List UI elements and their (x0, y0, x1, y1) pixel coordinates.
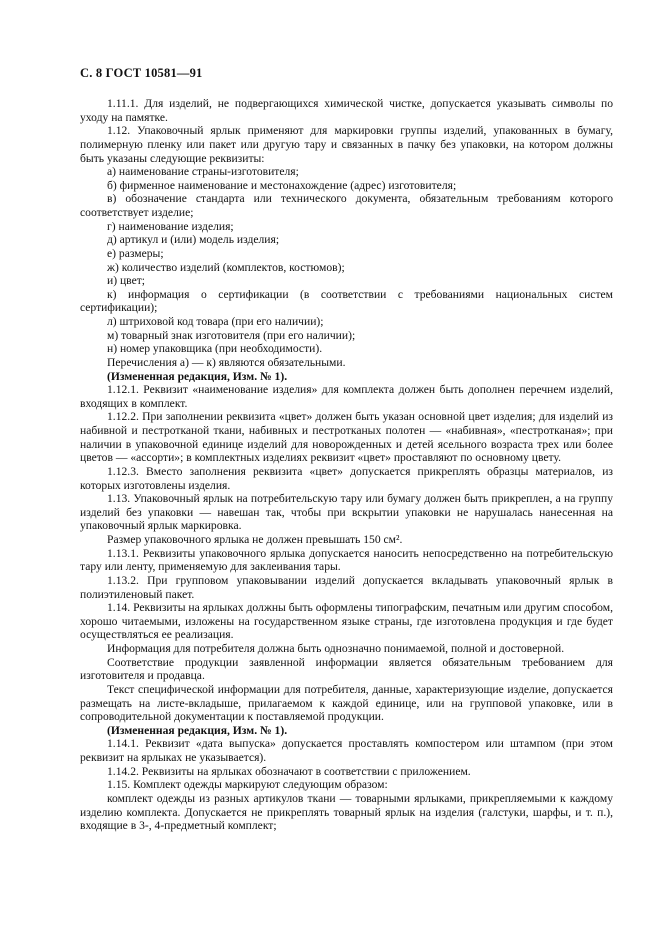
amendment-note: (Измененная редакция, Изм. № 1). (107, 369, 288, 383)
clothing-set-note: комплект одежды из разных артикулов ткани — товарными ярлыками, прикрепляемыми к каждому изделию комплекта. Допускается не прикреплять товарный ярлык на изделия (галстуки, шарфы, и т. п.), входящие в 3-, 4-предметный комплект; (80, 791, 613, 833)
list-item-e: е) размеры; (107, 246, 164, 260)
document-body (80, 97, 613, 833)
conformity-note: Соответствие продукции заявленной информации является обязательным требованием для изготовителя и продавца. (80, 655, 613, 683)
clause-1-12-3: 1.12.3. Вместо заполнения реквизита «цвет» допускается прикреплять образцы материалов, из которых изготовлены изделия. (80, 464, 613, 492)
clause-1-11-1: 1.11.1. Для изделий, не подвергающихся химической чистке, допускается указывать символы по уходу на памятке. (80, 97, 613, 124)
consumer-info-note: Информация для потребителя должна быть однозначно понимаемой, полной и достоверной. (107, 642, 565, 655)
page-header: С. 8 ГОСТ 10581—91 (80, 66, 203, 80)
clause-1-13-1: 1.13.1. Реквизиты упаковочного ярлыка допускается наносить непосредственно на потребительскую тару или ленту, применяемую для заклеивания тары. (80, 546, 613, 574)
clause-1-12-1: 1.12.1. Реквизит «наименование изделия» для комплекта должен быть дополнен перечнем изделий, входящих в комплект. (80, 383, 613, 410)
list-item-g: г) наименование изделия; (107, 219, 234, 233)
list-item-v: в) обозначение стандарта или технического документа, обязательным требованиям которого соответствует изделие; (80, 192, 613, 219)
list-item-k: к) информация о сертификации (в соответствии с требованиями национальных систем сертификации); (80, 287, 613, 315)
clause-1-13-2: 1.13.2. При групповом упаковывании изделий допускается вкладывать упаковочный ярлык в полиэтиленовый пакет. (80, 573, 613, 601)
clause-1-15: 1.15. Комплект одежды маркируют следующим образом: (107, 778, 388, 792)
label-size-note: Размер упаковочного ярлыка не должен превышать 150 см². (107, 533, 403, 546)
list-item-m: м) товарный знак изготовителя (при его наличии); (107, 328, 356, 342)
list-item-zh: ж) количество изделий (комплектов, костюмов); (107, 260, 345, 274)
amendment-note: (Измененная редакция, Изм. № 1). (107, 723, 288, 737)
list-item-b: б) фирменное наименование и местонахождение (адрес) изготовителя; (107, 178, 457, 192)
list-note: Перечисления а) — к) являются обязательными. (107, 355, 346, 369)
clause-1-13: 1.13. Упаковочный ярлык на потребительскую тару или бумагу должен быть прикреплен, а на группу изделий без упаковки — навешан так, чтобы при вскрытии упаковки не нарушалась нанесенная на упаковочный ярлык маркировка. (80, 492, 613, 533)
clause-1-14-2: 1.14.2. Реквизиты на ярлыках обозначают в соответствии с приложением. (107, 764, 471, 778)
list-item-d: д) артикул и (или) модель изделия; (107, 233, 280, 247)
list-item-l: л) штриховой код товара (при его наличии); (107, 315, 324, 328)
clause-1-14-1: 1.14.1. Реквизит «дата выпуска» допускается проставлять компостером или штампом (при этом реквизит на ярлыках не указывается). (80, 737, 613, 764)
clause-1-12-2: 1.12.2. При заполнении реквизита «цвет» должен быть указан основной цвет изделия; для изделий из набивной и пестротканой ткани, набивных и пестротканых полотен — «набивная», «пестротканая»; при наличии в упаковочной единице изделий для новорожденных и детей ясельного возраста трех или более цветов — «ассорти»; в комплектных изделиях реквизит «цвет» проставляют по основному цвету. (80, 410, 613, 465)
clause-1-12: 1.12. Упаковочный ярлык применяют для маркировки группы изделий, упакованных в бумагу, полимерную пленку или пакет или другую тару и связанных в пачку без упаковки, на котором должны быть указаны следующие реквизиты: (80, 124, 613, 165)
list-item-a: а) наименование страны-изготовителя; (107, 165, 299, 179)
clause-1-14: 1.14. Реквизиты на ярлыках должны быть оформлены типографским, печатным или другим способом, хорошо читаемыми, изложены на государственном языке страны, где изготовлена продукция и где будет осуществляться ее реализация. (80, 601, 613, 642)
list-item-n: н) номер упаковщика (при необходимости). (107, 342, 323, 356)
list-item-i: и) цвет; (107, 274, 146, 288)
specific-info-note: Текст специфической информации для потребителя, данные, характеризующие изделие, допускается размещать на листе-вкладыше, прилагаемом к каждой единице, или на групповой упаковке, или в сопроводительной документации к поставляемой продукции. (80, 682, 613, 724)
